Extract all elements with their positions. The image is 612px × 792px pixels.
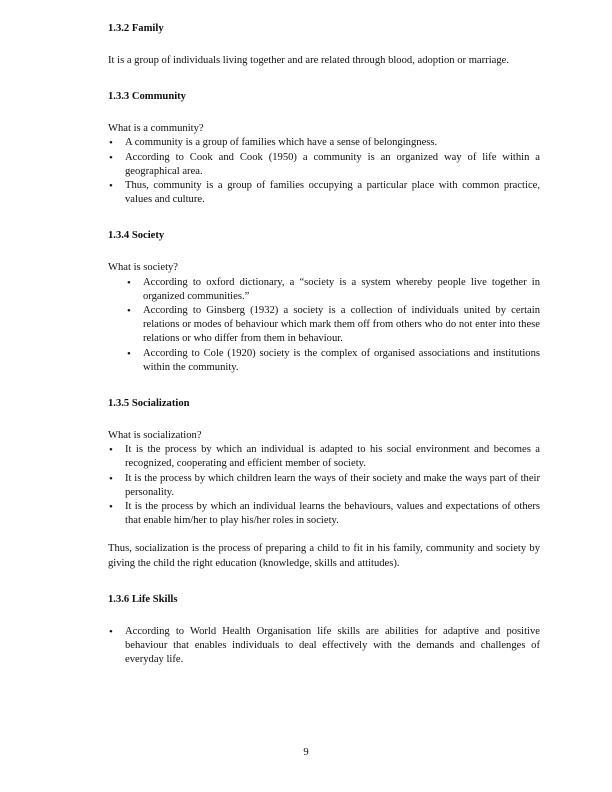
page-number: 9 <box>303 747 309 758</box>
list-item: • According to Ginsberg (1932) a society is a collection of individuals united by certain relations or modes of behaviour which mark them off from others who do not enter into these relations or who differ from them in behaviour. <box>126 304 540 347</box>
family-definition: It is a group of individuals living together and are related through blood, adoption or marriage. <box>108 55 509 66</box>
document-page <box>108 22 540 667</box>
society-question: What is society? <box>108 262 179 274</box>
list-item: • It is the process by which children learn the ways of their society and make the ways part of their personality. <box>108 472 540 500</box>
socialization-summary: Thus, socialization is the process of preparing a child to fit in his family, community and society by giving the child the right education (knowledge, skills and attitudes). <box>108 543 540 569</box>
community-question: What is a community? <box>108 123 204 135</box>
society-list <box>108 276 540 375</box>
list-item: • A community is a group of families which have a sense of belongingness. <box>108 136 540 150</box>
socialization-list <box>108 443 540 528</box>
heading-community: 1.3.3 Community <box>108 91 186 103</box>
socialization-question: What is socialization? <box>108 430 202 442</box>
heading-socialization: 1.3.5 Socialization <box>108 398 190 410</box>
life-skills-list <box>108 625 540 668</box>
list-item: • Thus, community is a group of families occupying a particular place with common practice, values and culture. <box>108 179 540 207</box>
community-list <box>108 136 540 207</box>
list-item: • According to Cook and Cook (1950) a community is an organized way of life within a geographical area. <box>108 151 540 179</box>
heading-society: 1.3.4 Society <box>108 230 165 242</box>
list-item: • It is the process by which an individual learns the behaviours, values and expectations of others that enable him/her to play his/her roles in society. <box>108 500 540 528</box>
heading-life-skills: 1.3.6 Life Skills <box>108 593 178 605</box>
list-item: • According to World Health Organisation life skills are abilities for adaptive and positive behaviour that enables individuals to deal effectively with the demands and challenges of everyday life. <box>108 625 540 668</box>
list-item: • It is the process by which an individual is adapted to his social environment and becomes a recognized, cooperating and efficient member of society. <box>108 443 540 471</box>
list-item: • According to Cole (1920) society is the complex of organised associations and institutions within the community. <box>126 347 540 375</box>
list-item: • According to oxford dictionary, a “society is a system whereby people live together in organized communities.” <box>126 276 540 304</box>
heading-family: 1.3.2 Family <box>108 23 164 34</box>
